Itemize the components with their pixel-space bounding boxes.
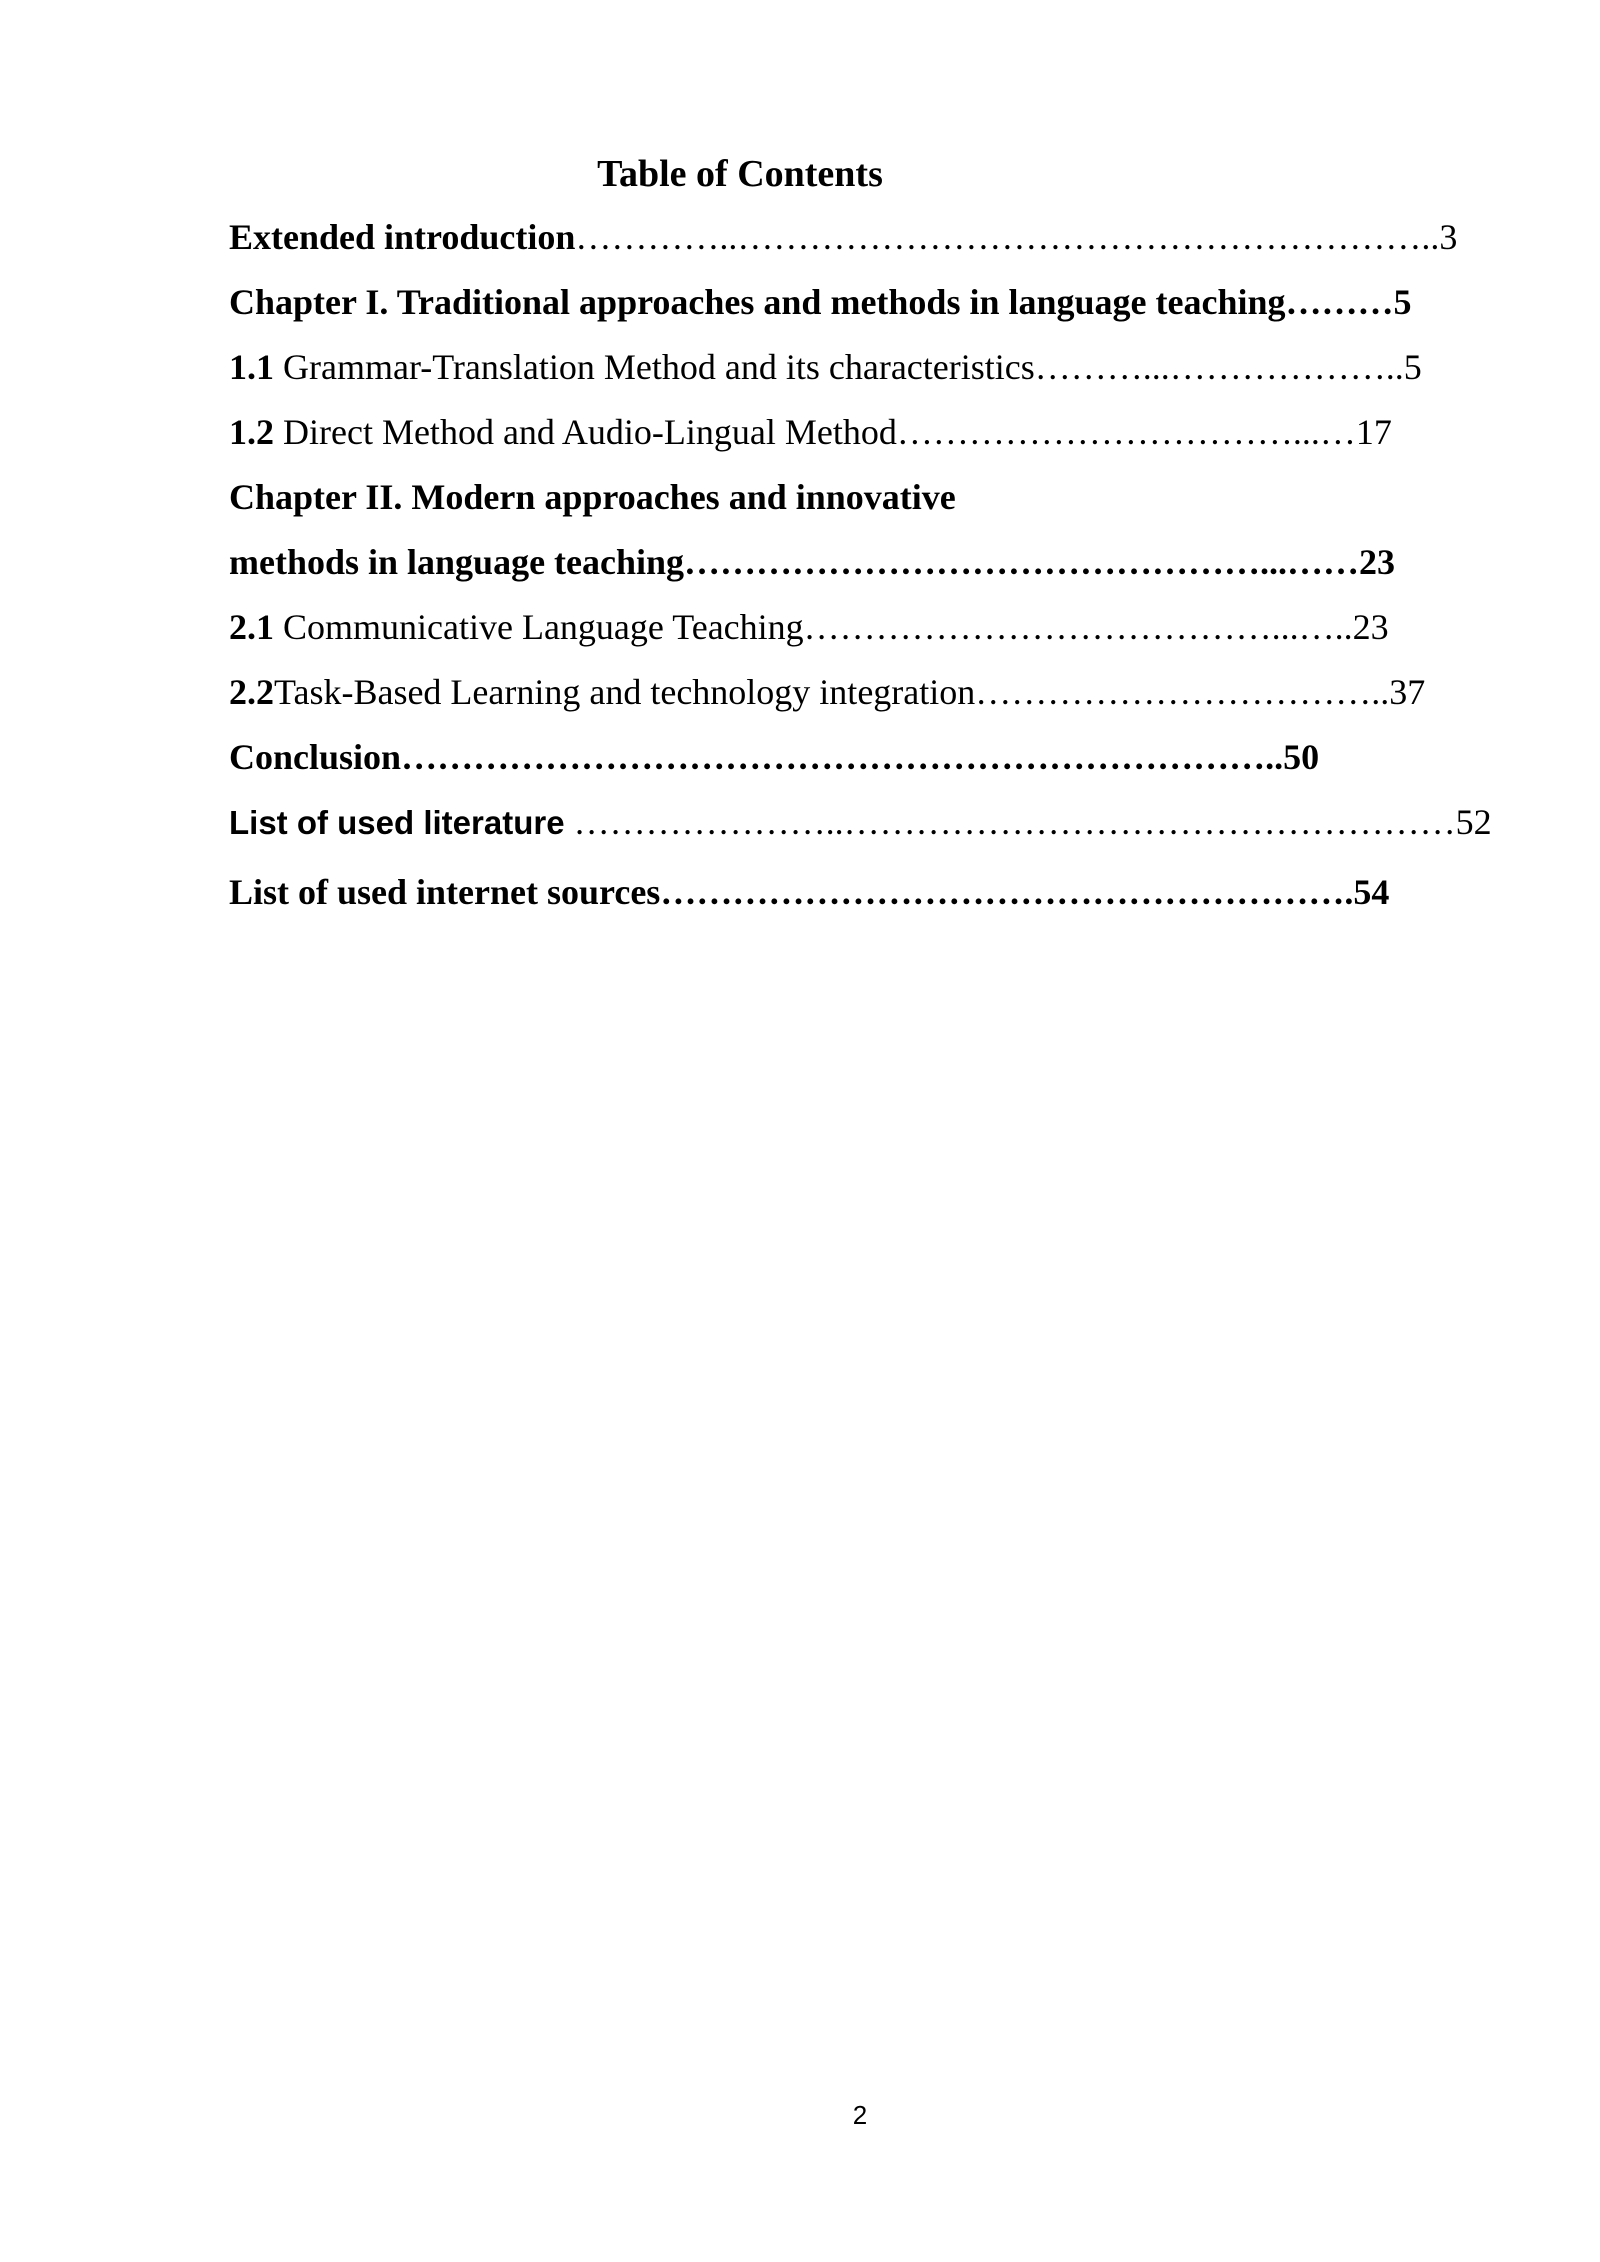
- toc-entry-page: 23: [1352, 607, 1389, 647]
- toc-entry-page: 37: [1389, 672, 1426, 712]
- toc-entry-dots: ………...………………..: [1034, 347, 1404, 387]
- page-number: 2: [852, 2100, 868, 2130]
- toc-entry-chapter-1[interactable]: [229, 280, 1412, 324]
- toc-entry-chapter-2-line-2[interactable]: [229, 540, 1395, 584]
- toc-entry-dots: ……………………………..: [975, 672, 1390, 712]
- toc-entry-dots: …………………………………...…..: [803, 607, 1353, 647]
- toc-entry-2-2[interactable]: [229, 670, 1425, 714]
- toc-entry-page: 17: [1355, 412, 1392, 452]
- toc-entry-label: methods in language teaching: [229, 542, 685, 582]
- toc-entry-page: 23: [1359, 542, 1396, 582]
- toc-entry-2-1[interactable]: [229, 605, 1389, 649]
- toc-entry-dots: ………………………………………………………………..: [401, 737, 1284, 777]
- toc-entry-page: 50: [1283, 737, 1320, 777]
- toc-entry-dots: ………………………………………………….: [660, 872, 1354, 912]
- toc-entry-label: Extended introduction: [229, 217, 576, 257]
- toc-entry-page: 52: [1455, 802, 1492, 842]
- toc-entry-label: Conclusion: [229, 737, 402, 777]
- toc-title: Table of Contents: [597, 153, 883, 195]
- toc-entry-dots: ………: [1285, 282, 1394, 322]
- toc-entry-page: 54: [1353, 872, 1390, 912]
- toc-entry-dots: ……………………………...…: [896, 412, 1356, 452]
- toc-entry-page: 5: [1403, 347, 1422, 387]
- toc-entry-used-literature[interactable]: [229, 800, 1492, 845]
- toc-entry-chapter-2-line-1[interactable]: [229, 475, 956, 519]
- toc-entry-conclusion[interactable]: [229, 735, 1319, 779]
- toc-entry-label: Chapter I. Traditional approaches and methods in language teaching: [229, 282, 1286, 322]
- toc-entry-extended-introduction[interactable]: [229, 215, 1457, 259]
- toc-entry-label: Direct Method and Audio-Lingual Method: [274, 412, 897, 452]
- toc-entry-internet-sources[interactable]: [229, 870, 1389, 914]
- toc-entry-label: Communicative Language Teaching: [274, 607, 804, 647]
- toc-entry-dots: …………………………………………...……: [684, 542, 1360, 582]
- toc-entry-label: List of used internet sources: [229, 872, 661, 912]
- toc-entry-label: Task-Based Learning and technology integration: [274, 672, 976, 712]
- toc-entry-label: Chapter II. Modern approaches and innovative: [229, 477, 956, 517]
- toc-entry-page: 3: [1439, 217, 1458, 257]
- toc-entry-number: 2.1: [229, 607, 274, 647]
- toc-entry-number: 1.1: [229, 347, 274, 387]
- toc-entry-number: 2.2: [229, 672, 274, 712]
- toc-entry-dots: …………..…………………………………………………..: [575, 217, 1440, 257]
- toc-entry-number: 1.2: [229, 412, 274, 452]
- toc-entry-label: List of used literature: [229, 804, 565, 841]
- toc-entry-1-2[interactable]: [229, 410, 1392, 454]
- toc-entry-label: Grammar-Translation Method and its characteristics: [274, 347, 1035, 387]
- toc-entry-page: 5: [1393, 282, 1412, 322]
- toc-entry-dots: …………………..……………………………………………: [564, 802, 1456, 842]
- toc-entry-1-1[interactable]: [229, 345, 1422, 389]
